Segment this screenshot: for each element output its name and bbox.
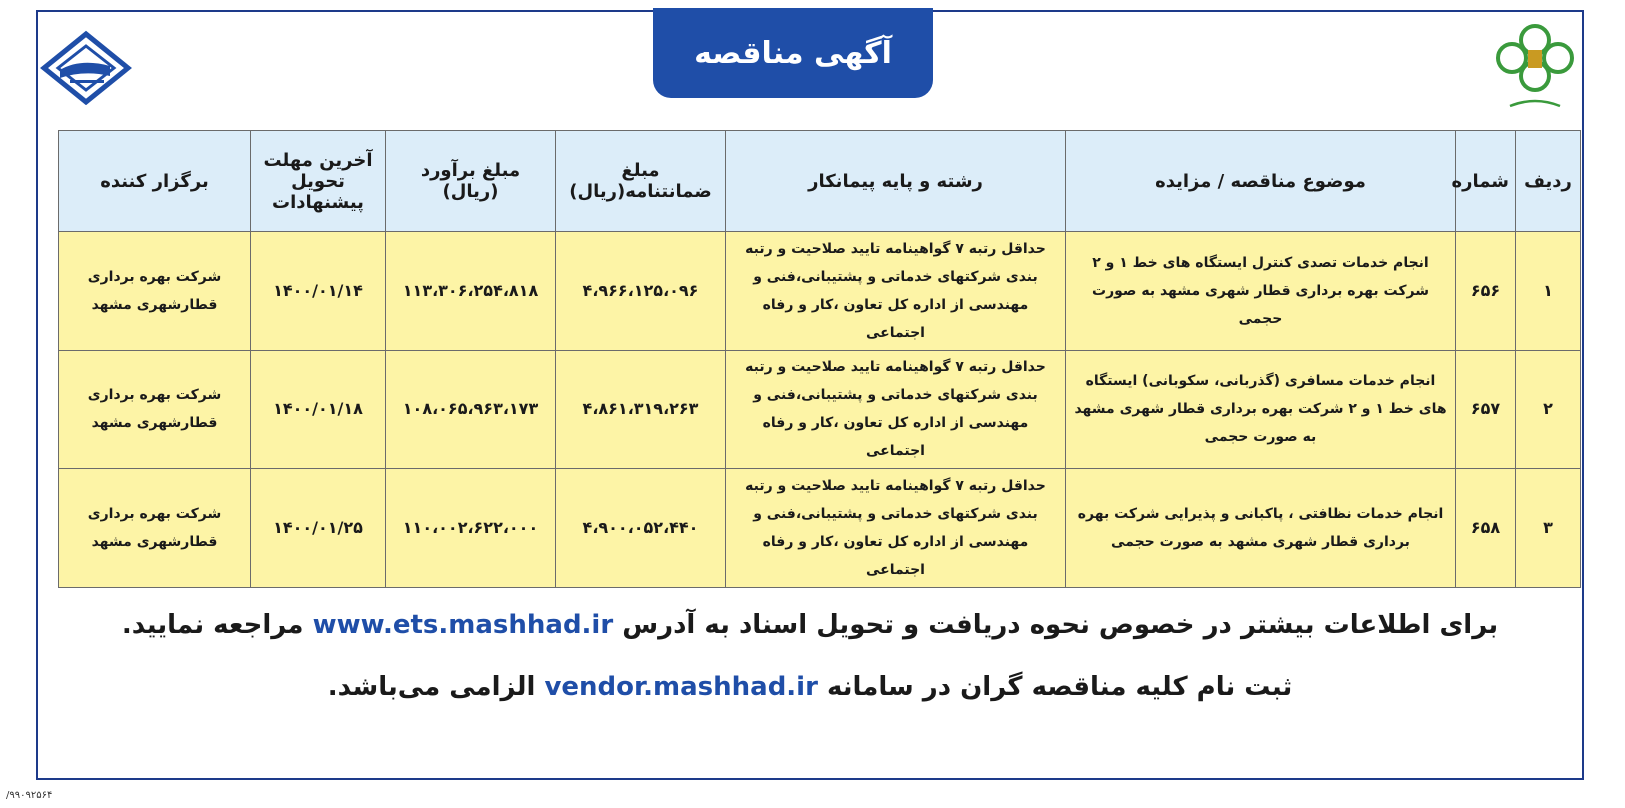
cell-row: ۳: [1516, 469, 1581, 588]
cell-deadline: ۱۴۰۰/۰۱/۱۸: [251, 350, 386, 469]
cell-contractor: حداقل رتبه ۷ گواهینامه تایید صلاحیت و رتبه بندی شرکتهای خدماتی و پشتیبانی،فنی و مهندسی از اداره کل تعاون ،کار و رفاه اجتماعی: [726, 469, 1066, 588]
cell-organizer: شرکت بهره برداری قطارشهری مشهد: [59, 232, 251, 351]
cell-number: ۶۵۷: [1456, 350, 1516, 469]
footer-text: ثبت نام کلیه مناقصه گران در سامانه: [826, 672, 1293, 702]
cell-row: ۲: [1516, 350, 1581, 469]
table-row: [59, 232, 1581, 351]
cell-guarantee: ۴،۹۶۶،۱۲۵،۰۹۶: [556, 232, 726, 351]
railway-logo: [40, 30, 132, 105]
cell-deadline: ۱۴۰۰/۰۱/۱۴: [251, 232, 386, 351]
col-header-row: ردیف: [1516, 131, 1581, 232]
cell-number: ۶۵۸: [1456, 469, 1516, 588]
col-header-guarantee: مبلغ ضمانتنامه(ریال): [556, 131, 726, 232]
footer-line-registration: [60, 672, 1560, 702]
cell-estimate: ۱۱۳،۳۰۶،۲۵۴،۸۱۸: [386, 232, 556, 351]
cell-subject: انجام خدمات تصدی کنترل ایستگاه های خط ۱ و ۲ شرکت بهره برداری قطار شهری مشهد به صورت حجمی: [1066, 232, 1456, 351]
cell-deadline: ۱۴۰۰/۰۱/۲۵: [251, 469, 386, 588]
col-header-estimate: مبلغ برآورد (ریال): [386, 131, 556, 232]
page-title: آگهی مناقصه: [653, 8, 933, 98]
table-row: [59, 350, 1581, 469]
cell-number: ۶۵۶: [1456, 232, 1516, 351]
table-row: [59, 469, 1581, 588]
footer-line-info: [60, 610, 1560, 640]
table-header-row: [59, 131, 1581, 232]
cell-guarantee: ۴،۸۶۱،۳۱۹،۲۶۳: [556, 350, 726, 469]
footer-text: برای اطلاعات بیشتر در خصوص نحوه دریافت و تحویل اسناد به آدرس: [622, 610, 1499, 640]
cell-subject: انجام خدمات نظافتی ، پاکبانی و پذیرایی شرکت بهره برداری قطار شهری مشهد به صورت حجمی: [1066, 469, 1456, 588]
cell-guarantee: ۴،۹۰۰،۰۵۲،۴۴۰: [556, 469, 726, 588]
cell-estimate: ۱۰۸،۰۶۵،۹۶۳،۱۷۳: [386, 350, 556, 469]
col-header-organizer: برگزار کننده: [59, 131, 251, 232]
footer-text: مراجعه نمایید.: [121, 610, 304, 640]
cell-organizer: شرکت بهره برداری قطارشهری مشهد: [59, 469, 251, 588]
cell-organizer: شرکت بهره برداری قطارشهری مشهد: [59, 350, 251, 469]
cell-row: ۱: [1516, 232, 1581, 351]
ad-reference-number: /۹۹۰۹۲۵۶۴: [6, 790, 53, 801]
municipality-logo: [1490, 18, 1580, 118]
col-header-subject: موضوع مناقصه / مزایده: [1066, 131, 1456, 232]
ets-website-link[interactable]: www.ets.mashhad.ir: [312, 610, 614, 640]
cell-contractor: حداقل رتبه ۷ گواهینامه تایید صلاحیت و رتبه بندی شرکتهای خدماتی و پشتیبانی،فنی و مهندسی از اداره کل تعاون ،کار و رفاه اجتماعی: [726, 232, 1066, 351]
vendor-website-link[interactable]: vendor.mashhad.ir: [544, 672, 818, 702]
col-header-deadline: آخرین مهلت تحویل پیشنهادات: [251, 131, 386, 232]
cell-subject: انجام خدمات مسافری (گذربانی، سکوبانی) ایستگاه های خط ۱ و ۲ شرکت بهره برداری قطار شهری مشهد به صورت حجمی: [1066, 350, 1456, 469]
tender-table: [58, 130, 1581, 588]
cell-contractor: حداقل رتبه ۷ گواهینامه تایید صلاحیت و رتبه بندی شرکتهای خدماتی و پشتیبانی،فنی و مهندسی از اداره کل تعاون ،کار و رفاه اجتماعی: [726, 350, 1066, 469]
col-header-number: شماره: [1456, 131, 1516, 232]
cell-estimate: ۱۱۰،۰۰۲،۶۲۲،۰۰۰: [386, 469, 556, 588]
col-header-contractor: رشته و پایه پیمانکار: [726, 131, 1066, 232]
footer-text: الزامی می‌باشد.: [327, 672, 536, 702]
